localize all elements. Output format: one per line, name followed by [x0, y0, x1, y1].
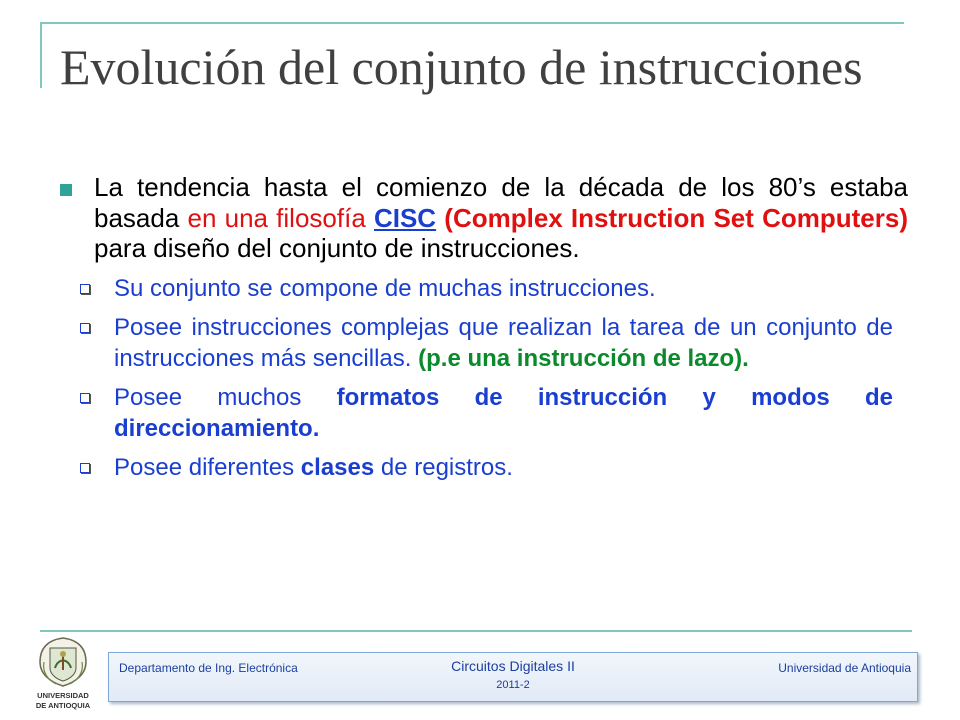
sub-bullet-4-post: de registros. — [374, 454, 513, 481]
sub-bullet-4-pre: Posee diferentes — [114, 454, 301, 481]
sub-bullet-4-text — [114, 453, 893, 484]
footer-term: 2011-2 — [496, 679, 530, 691]
sub-bullet-2 — [80, 313, 910, 374]
university-seal-icon — [28, 634, 98, 714]
logo-text-line1: UNIVERSIDAD — [37, 691, 89, 700]
main-bullet-text — [94, 172, 908, 264]
sub-bullet-1-text: Su conjunto se compone de muchas instrucciones. — [114, 274, 656, 302]
sub-bullet-4-bold: clases — [300, 454, 375, 481]
main-bullet — [60, 172, 910, 264]
main-text-part5: para diseño del conjunto de instrucciones. — [94, 233, 580, 263]
footer-department: Departamento de Ing. Electrónica — [119, 661, 298, 675]
sub-bullet-2-green: (p.e una instrucción de lazo). — [418, 344, 749, 372]
title-frame-top — [40, 22, 904, 24]
sub-bullets — [80, 274, 910, 484]
sub-bullet-4 — [80, 453, 910, 484]
square-bullet-icon — [60, 184, 72, 196]
main-text-part1: La tendencia hasta el comienzo de la década de los 80’s estaba basada — [94, 172, 908, 233]
title-frame-left — [40, 22, 42, 88]
main-text-red: en una filosofía — [187, 202, 374, 233]
hollow-square-bullet-icon — [80, 393, 90, 403]
sub-bullet-3 — [80, 383, 910, 444]
university-logo — [28, 634, 98, 714]
footer-course: Circuitos Digitales II — [451, 658, 575, 674]
main-text-red-bold: (Complex Instruction Set Computers) — [436, 202, 908, 233]
sub-bullet-3-text — [114, 383, 893, 444]
logo-text-line2: DE ANTIOQUIA — [35, 701, 91, 710]
hollow-square-bullet-icon — [80, 463, 90, 473]
slide-content — [60, 172, 910, 493]
sub-bullet-1 — [80, 274, 910, 305]
sub-bullet-3-bold: formatos de instrucción y modos de direccionamiento. — [114, 384, 894, 442]
footer-bar — [108, 652, 918, 702]
slide-title: Evolución del conjunto de instrucciones — [60, 39, 863, 95]
cisc-link[interactable]: CISC — [373, 202, 437, 233]
sub-bullet-2-main: Posee instrucciones complejas que realizan la tarea de un conjunto de instrucciones más sencillas. — [114, 314, 893, 372]
footer-university: Universidad de Antioquia — [778, 661, 911, 675]
sub-bullet-2-text — [114, 313, 893, 374]
footer-divider — [40, 630, 912, 632]
sub-bullet-3-main: Posee muchos — [114, 384, 337, 411]
hollow-square-bullet-icon — [80, 284, 90, 294]
hollow-square-bullet-icon — [80, 323, 90, 333]
